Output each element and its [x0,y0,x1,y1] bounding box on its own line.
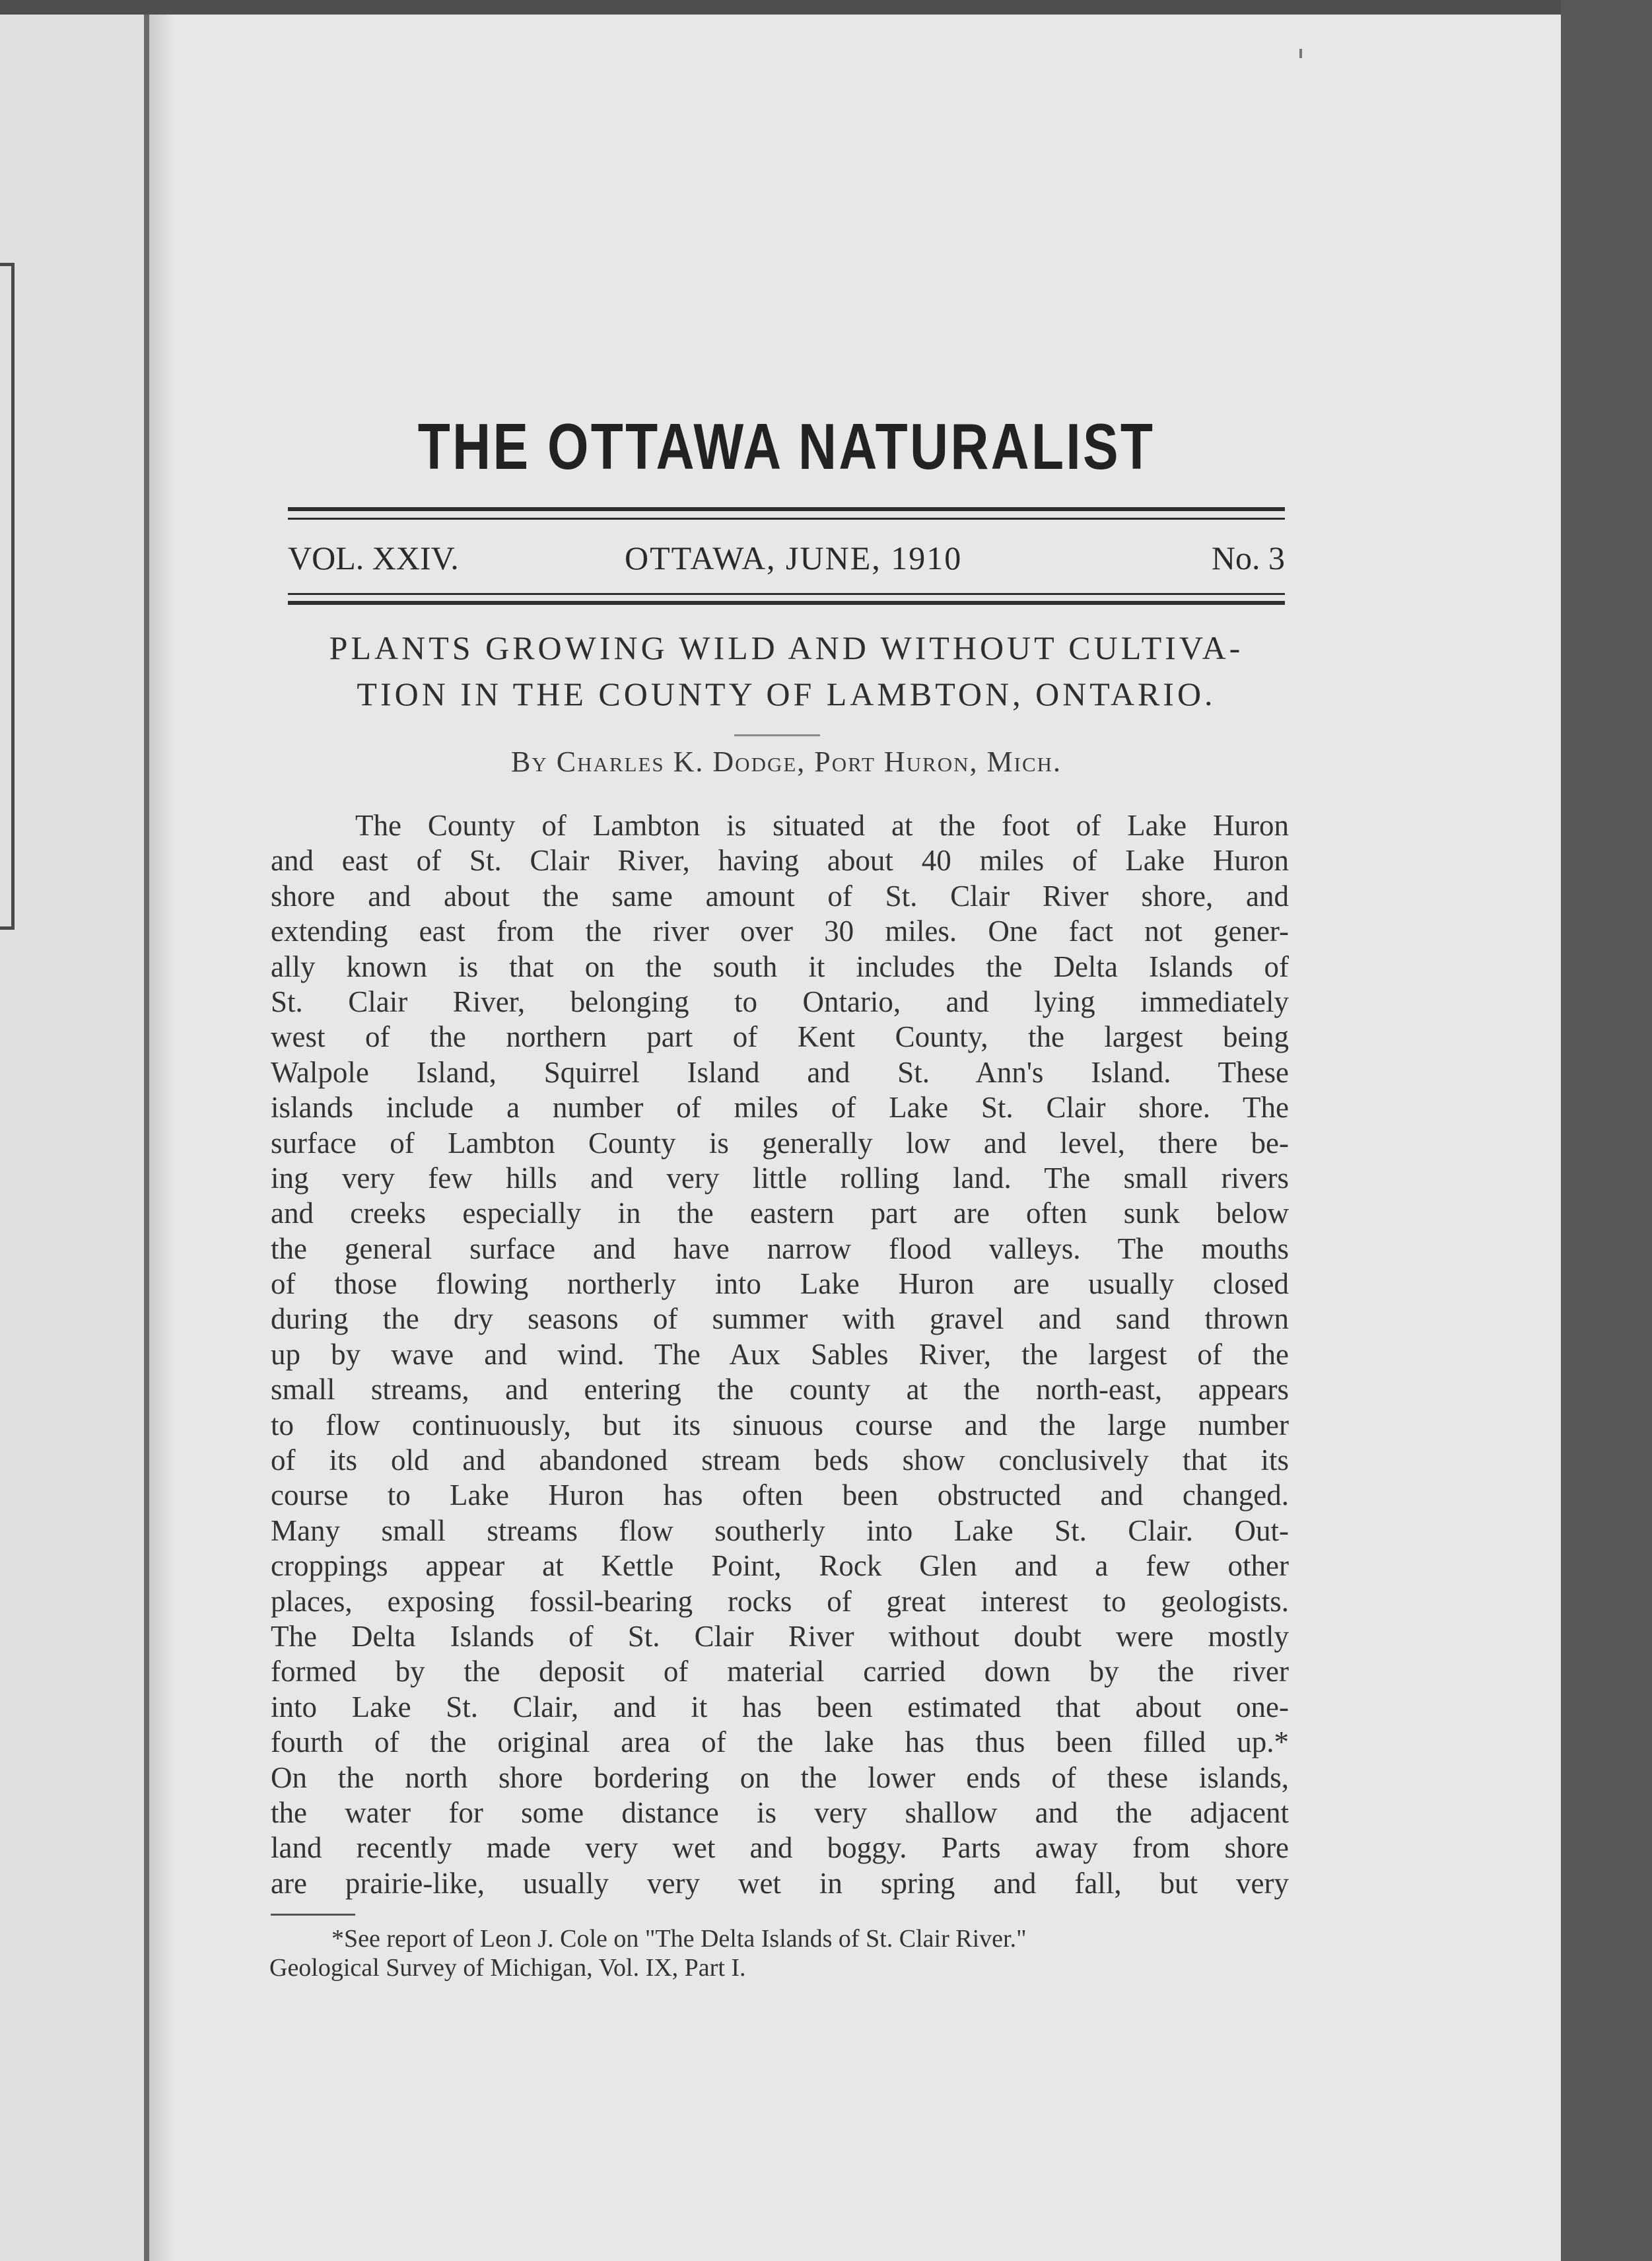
article-title-line: TION IN THE COUNTY OF LAMBTON, ONTARIO. [357,676,1216,713]
masthead-rule-top-thick [288,507,1285,511]
body-text-line: shore and about the same amount of St. Clair River shore, and [271,879,1289,913]
scan-border-top [0,0,1652,15]
body-text-line: The Delta Islands of St. Clair River without doubt were mostly [271,1619,1289,1653]
body-text-line: ing very few hills and very little rolling land. The small rivers [271,1161,1289,1195]
body-text-line: up by wave and wind. The Aux Sables River, the largest of the [271,1337,1289,1371]
place-date: OTTAWA, JUNE, 1910 [625,539,963,576]
body-text-line: the water for some distance is very shallow and the adjacent [271,1795,1289,1829]
body-text-line: and east of St. Clair River, having about 40 miles of Lake Huron [271,844,1289,878]
body-text-line: islands include a number of miles of Lake St. Clair shore. The [271,1091,1289,1125]
article-byline: By Charles K. Dodge, Port Huron, Mich. [510,746,1062,778]
body-text-line: Many small streams flow southerly into Lake St. Clair. Out- [271,1513,1289,1547]
body-text-line: fourth of the original area of the lake has thus been filled up.* [271,1725,1289,1759]
scan-border-right [1561,0,1652,2261]
body-text-line: On the north shore bordering on the lower ends of these islands, [271,1760,1289,1794]
body-text-line: to flow continuously, but its sinuous course and the large number [271,1408,1289,1442]
body-text-line: and creeks especially in the eastern part are often sunk below [271,1197,1289,1230]
facing-page-frame [0,263,15,930]
article-body [271,808,1289,1901]
article-title [288,625,1285,717]
issue-number: No. 3 [1211,539,1285,576]
facing-page [0,15,147,2261]
masthead-rule-bottom-thick [288,601,1285,605]
body-text-line: croppings appear at Kettle Point, Rock Glen and a few other [271,1549,1289,1583]
masthead-rule-top-thin [288,518,1285,520]
masthead-rule-bottom-thin [288,593,1285,595]
body-text-line: are prairie-like, usually very wet in spring and fall, but very [271,1866,1289,1900]
volume-number: VOL. XXIV. [288,539,459,576]
body-text-line: surface of Lambton County is generally low and level, there be- [271,1126,1289,1160]
body-text-line: formed by the deposit of material carried down by the river [271,1655,1289,1688]
body-text-line: the general surface and have narrow flood valleys. The mouths [271,1232,1289,1265]
body-text-line: west of the northern part of Kent County, the largest being [271,1020,1289,1054]
body-text-line: extending east from the river over 30 miles. One fact not gener- [271,915,1289,948]
title-separator [734,734,820,736]
body-text-line: during the dry seasons of summer with gravel and sand thrown [271,1302,1289,1336]
footnote-line: *See report of Leon J. Cole on "The Delta Islands of St. Clair River." [331,1925,1027,1953]
footnote-rule [271,1914,355,1916]
footnote-line: Geological Survey of Michigan, Vol. IX, Part I. [269,1954,746,1982]
body-text-line: Walpole Island, Squirrel Island and St. Ann's Island. These [271,1055,1289,1089]
body-text-line: of its old and abandoned stream beds show conclusively that its [271,1444,1289,1477]
footnote [269,1924,1286,1982]
body-text-line: The County of Lambton is situated at the foot of Lake Huron [355,809,1289,842]
body-text-line: land recently made very wet and boggy. Parts away from shore [271,1831,1289,1865]
body-text-line: small streams, and entering the county at the north-east, appears [271,1373,1289,1407]
gutter-shadow [149,15,176,2261]
body-text-line: places, exposing fossil-bearing rocks of great interest to geologists. [271,1584,1289,1618]
body-text-line: of those flowing northerly into Lake Huron are usually closed [271,1267,1289,1301]
body-text-line: into Lake St. Clair, and it has been estimated that about one- [271,1690,1289,1723]
book-gutter [144,15,149,2261]
body-text-line: ally known is that on the south it includes the Delta Islands of [271,950,1289,983]
body-text-line: St. Clair River, belonging to Ontario, and lying immediately [271,985,1289,1018]
article-title-line: PLANTS GROWING WILD AND WITHOUT CULTIVA- [329,629,1244,666]
scan-speck [1299,49,1302,58]
journal-title: THE OTTAWA NATURALIST [417,410,1155,483]
body-text-line: course to Lake Huron has often been obstructed and changed. [271,1478,1289,1512]
issue-line [288,539,1285,578]
